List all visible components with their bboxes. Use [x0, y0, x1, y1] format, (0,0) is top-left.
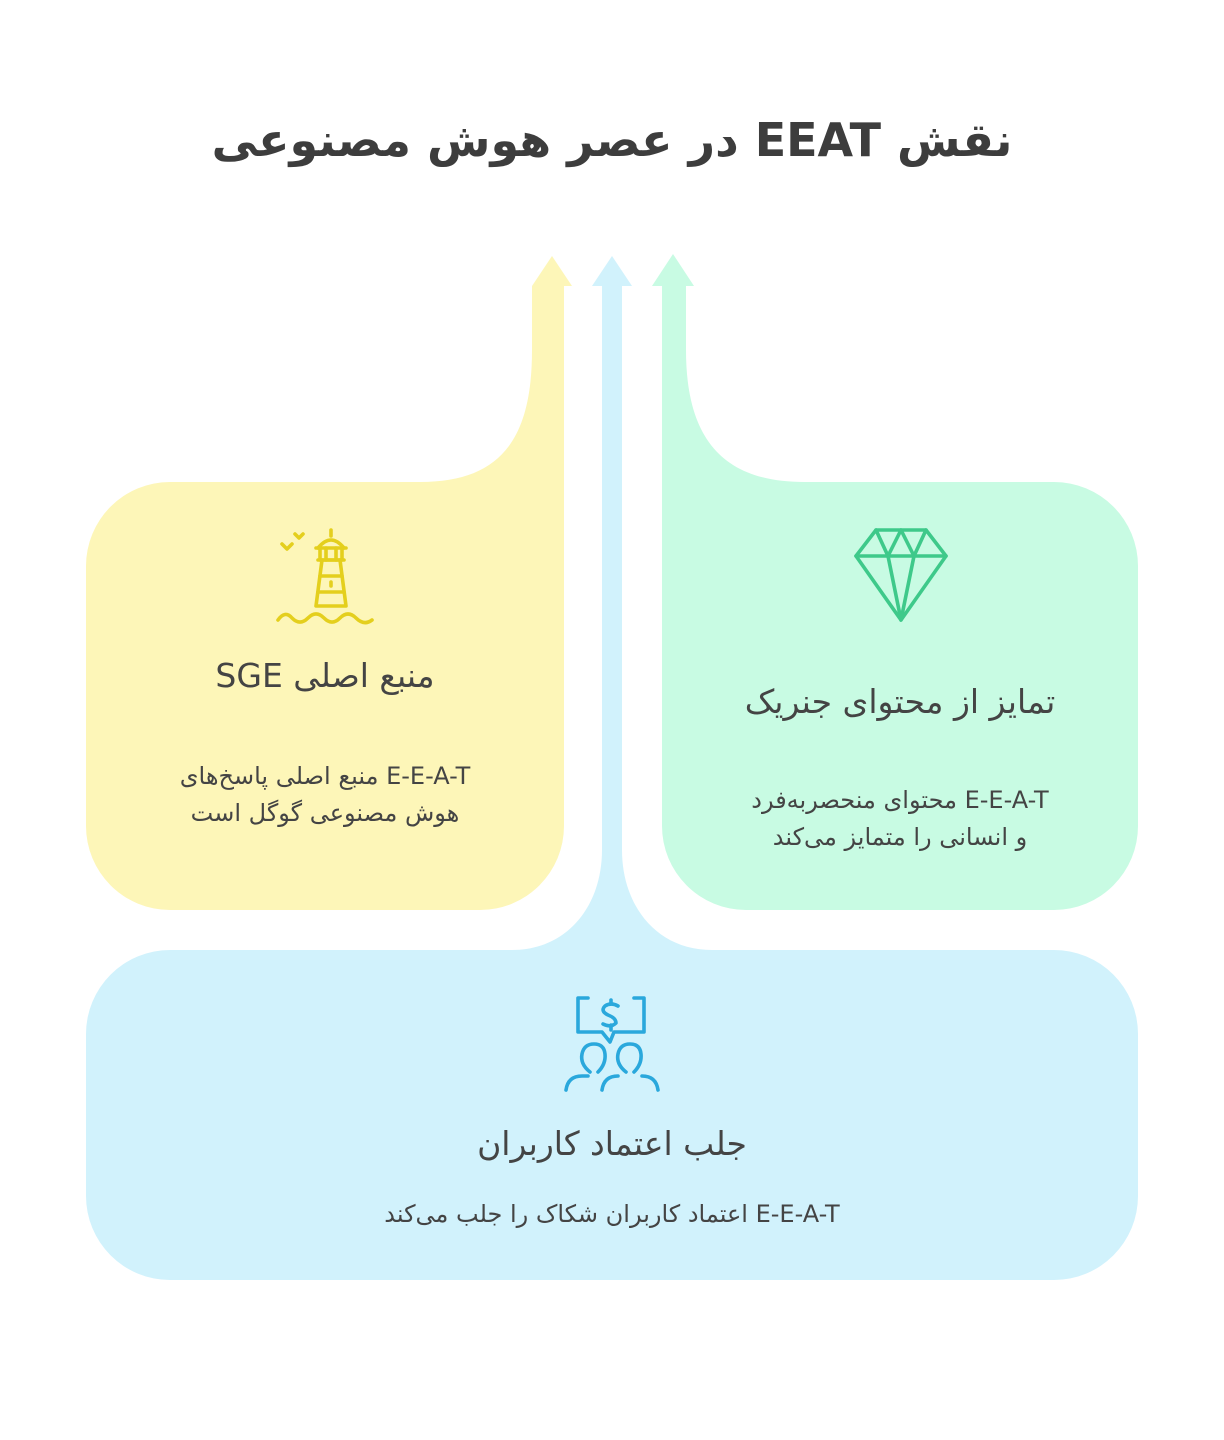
distinct-description-line1: E-E-A-T محتوای منحصربه‌فرد — [751, 786, 1049, 814]
trust-description: E-E-A-T اعتماد کاربران شکاک را جلب می‌کند — [384, 1200, 840, 1228]
sge-description-line1: E-E-A-T منبع اصلی پاسخ‌های — [179, 762, 471, 790]
distinct-heading: تمایز از محتوای جنریک — [744, 682, 1056, 721]
sge-description — [110, 758, 540, 832]
diamond-icon — [850, 524, 952, 628]
page-title: نقش EEAT در عصر هوش مصنوعی — [211, 113, 1013, 167]
users-dollar-chat-icon — [560, 992, 664, 1096]
sge-heading: منبع اصلی SGE — [215, 656, 435, 695]
lighthouse-icon — [274, 524, 378, 628]
sge-description-line2: هوش مصنوعی گوگل است — [190, 799, 460, 827]
trust-heading: جلب اعتماد کاربران — [477, 1124, 747, 1163]
distinct-description — [680, 782, 1120, 856]
distinct-description-line2: و انسانی را متمایز می‌کند — [772, 823, 1028, 851]
